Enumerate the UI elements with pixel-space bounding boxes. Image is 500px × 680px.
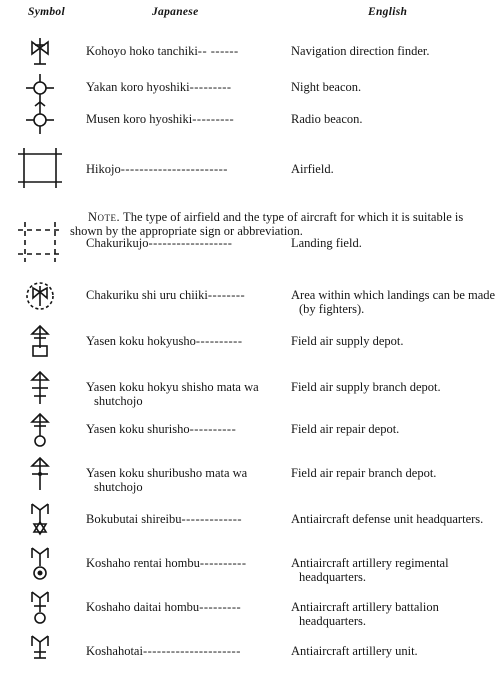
dot-leader: --------- [199,600,242,614]
english-meaning: Landing field. [291,236,362,250]
field-air-repair-branch-depot-icon [10,454,70,494]
english-meaning: Antiaircraft defense unit headquarters. [291,512,484,526]
english-meaning: Navigation direction finder. [291,44,430,58]
note-text: The type of airfield and the type of aircraft for which it is suitable is shown by the appropriate sign or abbreviation. [70,210,464,238]
english-meaning: Radio beacon. [291,112,363,126]
dot-leader: ----------------------- [120,162,228,176]
aa-artillery-regimental-hq-icon [10,544,70,584]
japanese-term: Chakuriku shi uru chiiki [86,288,208,302]
note-label: Note. [88,210,121,224]
landing-field-icon [10,218,70,266]
japanese-term: Chakurikujo [86,236,149,250]
english-meaning: Field air supply depot. [291,334,404,348]
aa-artillery-unit-icon [10,632,70,672]
english-meaning: Field air repair branch depot. [291,466,437,480]
dot-leader: --------------------- [142,644,241,658]
dot-leader: -------- [207,288,246,302]
field-air-repair-depot-icon [10,410,70,450]
field-air-supply-depot-icon [10,320,70,360]
japanese-term: Yasen koku hokyusho [86,334,196,348]
field-air-supply-branch-depot-icon [10,368,70,408]
dot-leader: -- ------ [197,44,239,58]
japanese-term: Koshaho daitai hombu [86,600,200,614]
dot-leader: ---------- [195,334,243,348]
japanese-term: Musen koro hyoshiki [86,112,193,126]
symbol-column-header: Symbol [28,6,65,18]
english-meaning: Antiaircraft artillery regimental headquarters. [291,556,449,584]
airfield-note [70,210,488,238]
dot-leader: ------------------ [148,236,233,250]
japanese-term: Yasen koku hokyu shisho mata wa shutchojo [86,380,259,408]
dot-leader: ------------- [181,512,243,526]
japanese-column-header: Japanese [152,6,199,18]
english-column-header: English [368,6,408,18]
dot-leader: --------- [189,80,232,94]
japanese-term: Koshahotai [86,644,143,658]
airfield-icon [10,144,70,192]
english-meaning: Night beacon. [291,80,362,94]
english-meaning: Antiaircraft artillery unit. [291,644,418,658]
japanese-term: Yakan koro hyoshiki [86,80,190,94]
antiaircraft-defense-hq-icon [10,500,70,540]
japanese-term: Hikojo [86,162,121,176]
japanese-term: Yasen koku shurisho [86,422,190,436]
dot-leader: ---------- [199,556,247,570]
landing-area-icon [10,276,70,316]
japanese-term: Kohoyo hoko tanchiki [86,44,198,58]
english-meaning: Airfield. [291,162,334,176]
japanese-term: Koshaho rentai hombu [86,556,200,570]
japanese-term: Bokubutai shireibu [86,512,182,526]
english-meaning: Antiaircraft artillery battalion headquarters. [291,600,439,628]
english-meaning: Area within which landings can be made (by fighters). [291,288,496,316]
dot-leader: --------- [192,112,235,126]
english-meaning: Field air supply branch depot. [291,380,441,394]
english-meaning: Field air repair depot. [291,422,400,436]
japanese-term: Yasen koku shuribusho mata wa shutchojo [86,466,248,494]
aa-artillery-battalion-hq-icon [10,588,70,628]
radio-beacon-icon [10,98,70,138]
dot-leader: ---------- [189,422,237,436]
